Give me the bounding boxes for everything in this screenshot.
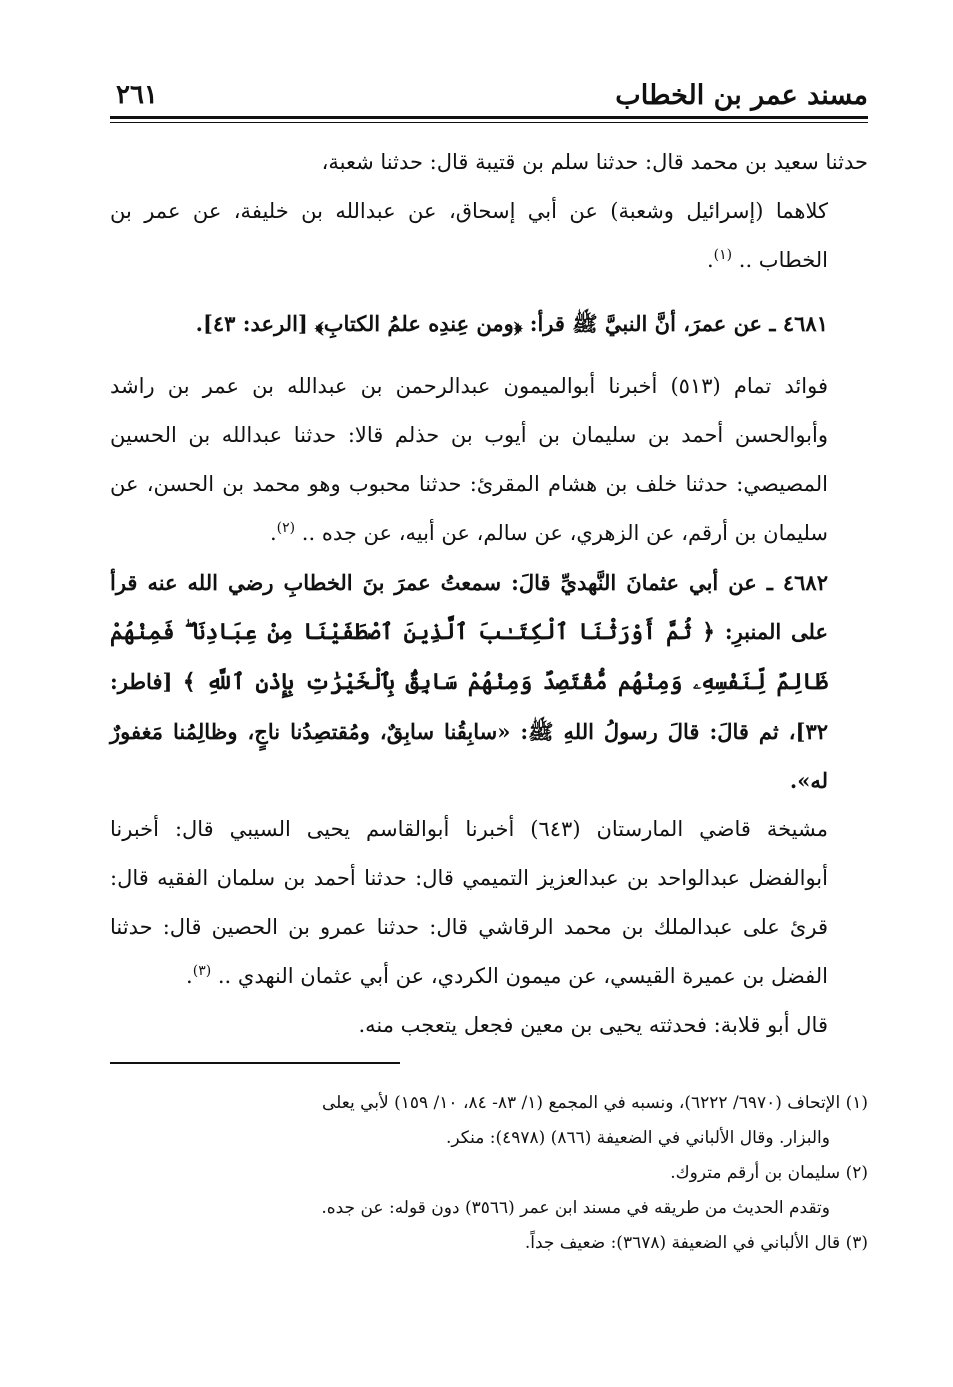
- hadith-intro: عن أبي عثمانَ النَّهديِّ قالَ: سمعتُ عمرَ بنَ الخطابِ رضي الله عنه قرأ على المنبرِ:: [110, 570, 829, 644]
- book-page: [110, 0, 868, 1387]
- paragraph-text: كلاهما (إسرائيل وشعبة) عن أبي إسحاق، عن عبدالله بن خليفة، عن عمر بن الخطاب ..: [110, 199, 828, 272]
- footnote-ref-3: (٣): [192, 963, 212, 979]
- hadith-outro: [فاطر: ٣٢]، ثم قالَ: قالَ رسولُ اللهِ ﷺ: «سابِقُنا سابِقٌ، ومُقتصِدُنا ناجٍ، وظالِمُنا مَغفورٌ له».: [110, 669, 828, 793]
- main-text: [110, 138, 868, 1050]
- paragraph-source-2: مشيخة قاضي المارستان (٦٤٣) أخبرنا أبوالقاسم يحيى السيبي قال: أخبرنا أبوالفضل عبدالواحد بن عبدالعزيز التميمي قال: حدثنا أحمد بن سلمان الفقيه قال: قرئ على عبدالملك بن محمد الرقاشي قال: حدثنا عمرو بن الحصين قال: حدثنا الفضل بن عميرة القيسي، عن ميمون الكردي، عن أبي عثمان النهدي .. $^{(٣)}$.: [110, 817, 828, 988]
- hadith-number: ٤٦٨١ ـ: [769, 311, 828, 336]
- hadith-4682: [110, 558, 868, 805]
- running-title: مسند عمر بن الخطاب: [615, 80, 868, 111]
- header-rule-thin: [110, 122, 868, 123]
- footnote-2: (٢) سليمان بن أرقم متروك.: [670, 1163, 868, 1183]
- paragraph-chain-2: كلاهما (إسرائيل وشعبة) عن أبي إسحاق، عن عبدالله بن خليفة، عن عمر بن الخطاب .. $^{(١)}$.: [110, 199, 828, 272]
- paragraph-text: مشيخة قاضي المارستان (٦٤٣) أخبرنا أبوالقاسم يحيى السيبي قال: أخبرنا أبوالفضل عبدالواحد بن عبدالعزيز التميمي قال: حدثنا أحمد بن سلمان الفقيه قال: قرئ على عبدالملك بن محمد الرقاشي قال: حدثنا عمرو بن الحصين قال: حدثنا الفضل بن عميرة القيسي، عن ميمون الكردي، عن أبي عثمان النهدي ..: [110, 817, 828, 988]
- footnote-3: (٣) قال الألباني في الضعيفة (٣٦٧٨): ضعيف جداً.: [524, 1233, 868, 1253]
- paragraph-text: حدثنا سعيد بن محمد قال: حدثنا سلم بن قتيبة قال: حدثنا شعبة،: [321, 150, 868, 174]
- header-rule-thick: [110, 116, 868, 119]
- hadith-text: عن عمرَ، أنَّ النبيَّ ﷺ قرأ: ﴿ومن عِندِه علمُ الكتابِ﴾ [الرعد: ٤٣].: [195, 311, 763, 336]
- paragraph-text: قال أبو قلابة: فحدثته يحيى بن معين فجعل يتعجب منه.: [358, 1013, 828, 1037]
- page-header: [110, 74, 868, 122]
- footnote-1: (١) الإتحاف (٦٩٧٠/ ٦٢٢٢)، ونسبه في المجمع (١/ ٨٣- ٨٤، ١٠/ ١٥٩) لأبي يعلى: [321, 1093, 868, 1113]
- footnote-ref-1: (١): [713, 247, 733, 263]
- paragraph-text: فوائد تمام (٥١٣) أخبرنا أبوالميمون عبدالرحمن بن عبدالله بن عمر بن راشد وأبوالحسن أحمد بن سليمان بن أيوب بن حذلم قالا: حدثنا عبدالله بن الحسين المصيصي: حدثنا خلف بن هشام المقرئ: حدثنا محبوب وهو محمد بن الحسن، عن سليمان بن أرقم، عن الزهري، عن سالم، عن أبيه، عن جده ..: [110, 374, 828, 545]
- hadith-4681: [110, 299, 868, 348]
- footnote-ref-2: (٢): [276, 520, 296, 536]
- hadith-number: ٤٦٨٢ ـ: [766, 570, 828, 595]
- footnote-1-continued: والبزار. وقال الألباني في الضعيفة (٨٦٦) (٤٩٧٨): منكر.: [445, 1128, 830, 1148]
- paragraph-chain-1: [110, 138, 868, 187]
- footnote-separator: [110, 1062, 400, 1064]
- footnotes: [110, 1086, 868, 1261]
- footnote-2-continued: وتقدم الحديث من طريقه في مسند ابن عمر (٣٥٦٦) دون قوله: عن جده.: [321, 1198, 830, 1218]
- quran-verse: ﴿ ثُمَّ أَوْرَثْنَا ٱلْكِتَـٰبَ ٱلَّذِينَ ٱصْطَفَيْنَا مِنْ عِبَادِنَا ۖ فَمِنْهُمْ ظَالِمٌ لِّنَفْسِهِۦ وَمِنْهُم مُّقْتَصِدٌ وَمِنْهُمْ سَابِقٌۢ بِٱلْخَيْرَٰتِ بِإِذْنِ ٱللَّهِ ﴾: [110, 619, 829, 695]
- paragraph-remark: [110, 1001, 868, 1050]
- page-number: ٢٦١: [116, 80, 158, 110]
- paragraph-source-1: فوائد تمام (٥١٣) أخبرنا أبوالميمون عبدالرحمن بن عبدالله بن عمر بن راشد وأبوالحسن أحمد بن سليمان بن أيوب بن حذلم قالا: حدثنا عبدالله بن الحسين المصيصي: حدثنا خلف بن هشام المقرئ: حدثنا محبوب وهو محمد بن الحسن، عن سليمان بن أرقم، عن الزهري، عن سالم، عن أبيه، عن جده .. $^{(٢)}$.: [110, 374, 828, 545]
